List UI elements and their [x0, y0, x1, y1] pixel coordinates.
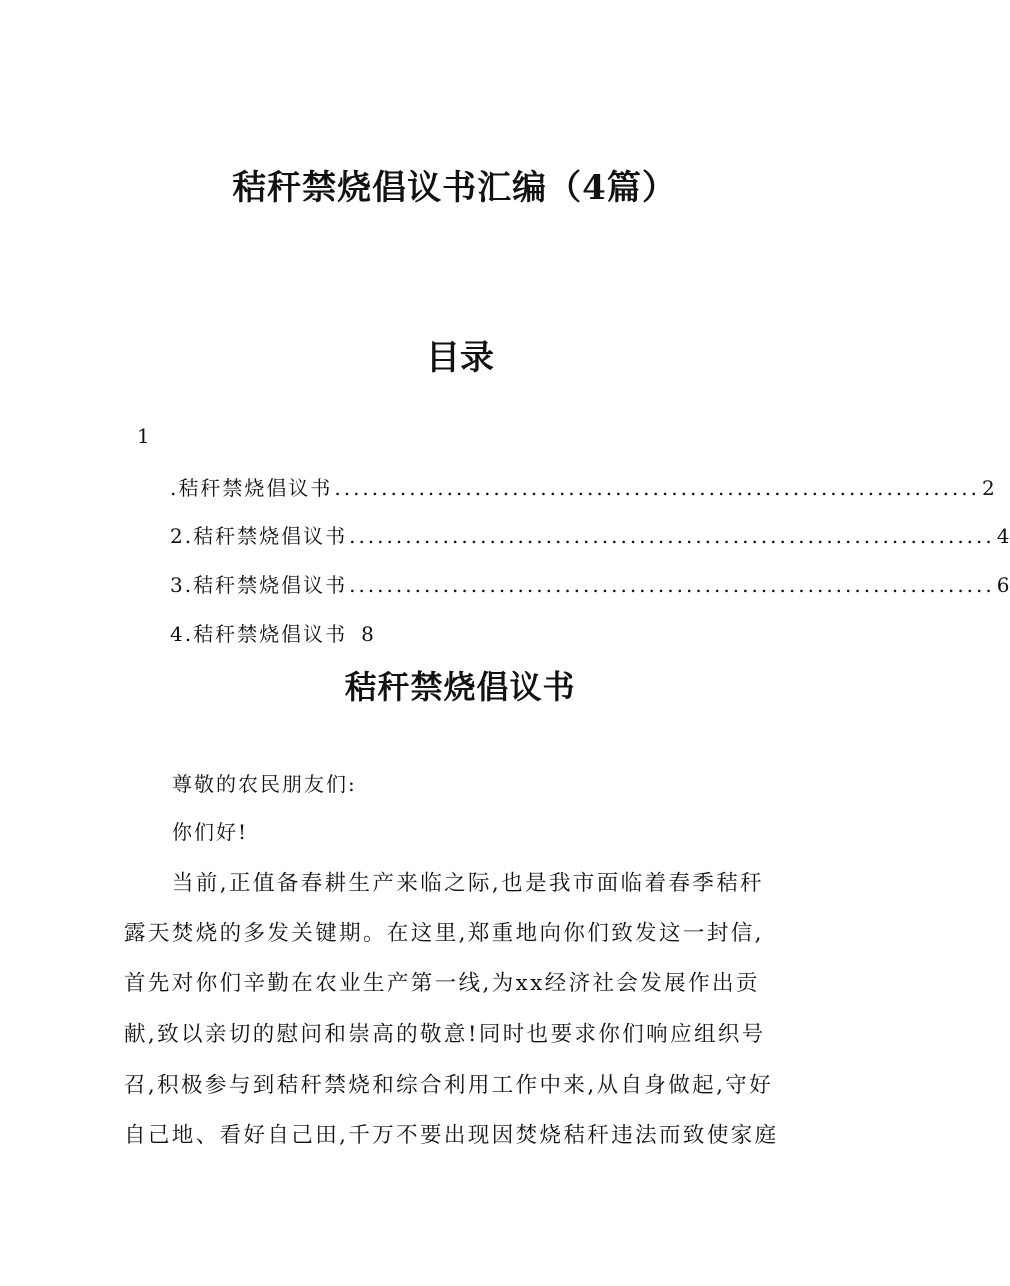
toc-entry-4[interactable] [170, 618, 376, 647]
toc-entry-label: .秸秆禁烧倡议书 [170, 476, 333, 500]
toc-heading: 目录 [426, 338, 494, 378]
toc-first-number: 1 [137, 424, 150, 448]
paragraph-line: 召,积极参与到秸秆禁烧和综合利用工作中来,从自身做起,守好 [124, 1073, 774, 1098]
paragraph-line: 自己地、看好自己田,千万不要出现因焚烧秸秆违法而致使家庭 [124, 1123, 779, 1148]
toc-entry-page: 2 [982, 476, 995, 500]
toc-entry-1[interactable] [170, 472, 995, 501]
toc-entry-page: 8 [361, 622, 376, 646]
toc-leader-dots: ..................................................................... [349, 524, 995, 548]
salutation: 尊敬的农民朋友们: [172, 772, 357, 796]
paragraph-line: 献,致以亲切的慰问和崇高的敬意!同时也要求你们响应组织号 [124, 1022, 766, 1047]
paragraph-line: 当前,正值备春耕生产来临之际,也是我市面临着春季秸秆 [172, 871, 765, 896]
toc-entry-3[interactable] [170, 569, 1010, 598]
toc-entry-label: 3.秸秆禁烧倡议书 [170, 573, 348, 597]
toc-entry-page: 4 [996, 524, 1010, 548]
toc-entry-label: 2.秸秆禁烧倡议书 [170, 524, 348, 548]
section-title: 秸秆禁烧倡议书 [344, 668, 576, 706]
toc-entry-label: 4.秸秆禁烧倡议书 [170, 622, 348, 646]
toc-leader-dots: ..................................................................... [349, 573, 995, 597]
greeting: 你们好! [172, 820, 249, 844]
document-title: 秸秆禁烧倡议书汇编（4篇） [232, 168, 677, 208]
toc-entry-2[interactable] [170, 520, 1010, 549]
toc-entry-page: 6 [996, 573, 1010, 597]
paragraph-line: 首先对你们辛勤在农业生产第一线,为xx经济社会发展作出贡 [124, 971, 760, 996]
paragraph-line: 露天焚烧的多发关键期。在这里,郑重地向你们致发这一封信, [124, 921, 764, 946]
toc-leader-dots: ..................................................................... [334, 476, 981, 500]
